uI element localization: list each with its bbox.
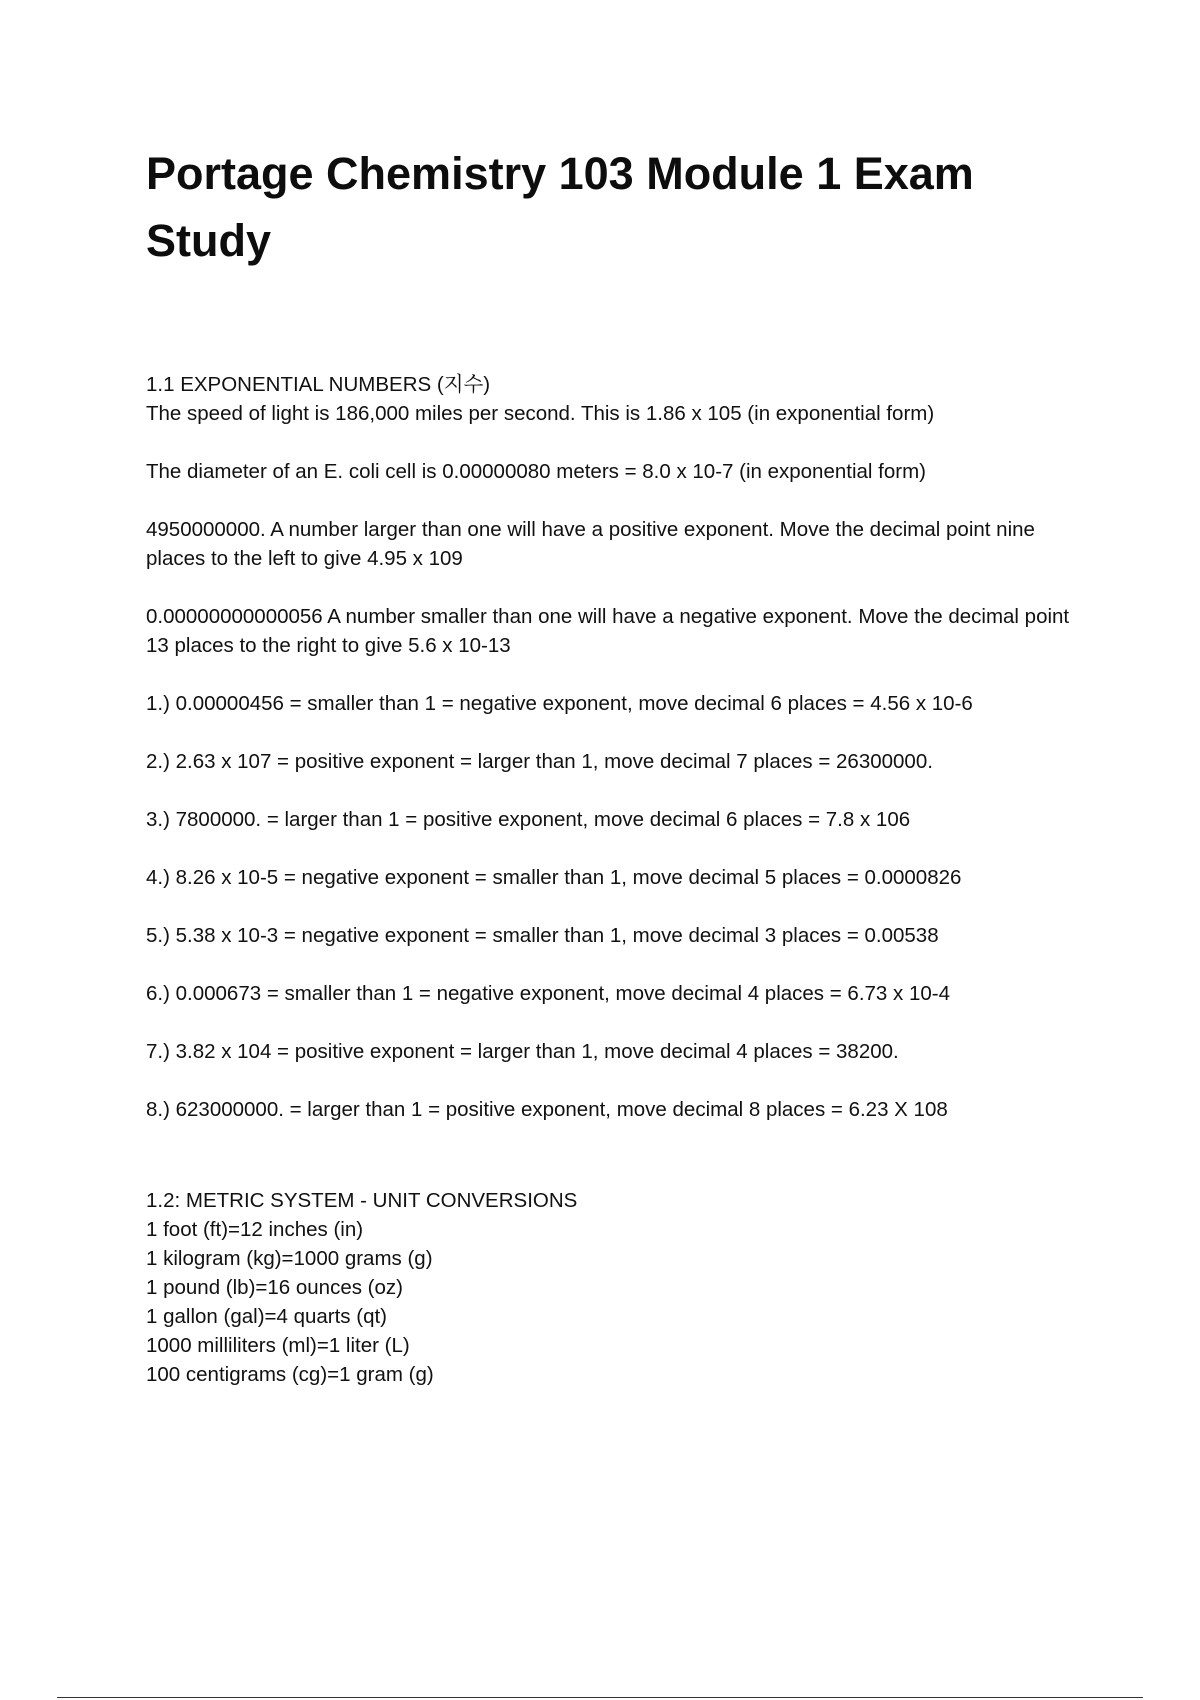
conversion-line: 100 centigrams (cg)=1 gram (g) — [146, 1363, 434, 1386]
practice-problem: 1.) 0.00000456 = smaller than 1 = negative exponent, move decimal 6 places = 4.56 x 10-6 — [146, 692, 973, 715]
document-page — [146, 140, 1086, 1389]
conversion-line: 1 pound (lb)=16 ounces (oz) — [146, 1276, 403, 1299]
practice-problem: 7.) 3.82 x 104 = positive exponent = larger than 1, move decimal 4 places = 38200. — [146, 1040, 899, 1063]
practice-problem: 6.) 0.000673 = smaller than 1 = negative exponent, move decimal 4 places = 6.73 x 10-4 — [146, 982, 950, 1005]
paragraph: The speed of light is 186,000 miles per second. This is 1.86 x 105 (in exponential form) — [146, 402, 935, 425]
footer-divider — [57, 1697, 1143, 1698]
paragraph: The diameter of an E. coli cell is 0.00000080 meters = 8.0 x 10-7 (in exponential form) — [146, 460, 926, 483]
conversion-line: 1 foot (ft)=12 inches (in) — [146, 1218, 364, 1241]
paragraph: 0.00000000000056 A number smaller than one will have a negative exponent. Move the decimal point 13 places to the right to give 5.6 x 10-13 — [146, 605, 1070, 657]
paragraph: 4950000000. A number larger than one will have a positive exponent. Move the decimal point nine places to the left to give 4.95 x 109 — [146, 518, 1035, 570]
section-exponential-numbers — [146, 370, 1086, 1124]
conversion-line: 1000 milliliters (ml)=1 liter (L) — [146, 1334, 410, 1357]
practice-problem: 5.) 5.38 x 10-3 = negative exponent = smaller than 1, move decimal 3 places = 0.00538 — [146, 924, 939, 947]
document-title: Portage Chemistry 103 Module 1 Exam Study — [146, 148, 974, 266]
section-metric-system — [146, 1186, 1086, 1389]
practice-problem: 2.) 2.63 x 107 = positive exponent = larger than 1, move decimal 7 places = 26300000. — [146, 750, 933, 773]
practice-problem: 4.) 8.26 x 10-5 = negative exponent = smaller than 1, move decimal 5 places = 0.0000826 — [146, 866, 962, 889]
conversion-line: 1 kilogram (kg)=1000 grams (g) — [146, 1247, 433, 1270]
section-heading: 1.2: METRIC SYSTEM - UNIT CONVERSIONS — [146, 1189, 578, 1212]
practice-problem: 3.) 7800000. = larger than 1 = positive exponent, move decimal 6 places = 7.8 x 106 — [146, 808, 911, 831]
conversion-line: 1 gallon (gal)=4 quarts (qt) — [146, 1305, 388, 1328]
section-heading: 1.1 EXPONENTIAL NUMBERS (지수) — [146, 373, 491, 396]
practice-problem: 8.) 623000000. = larger than 1 = positive exponent, move decimal 8 places = 6.23 X 108 — [146, 1098, 948, 1121]
